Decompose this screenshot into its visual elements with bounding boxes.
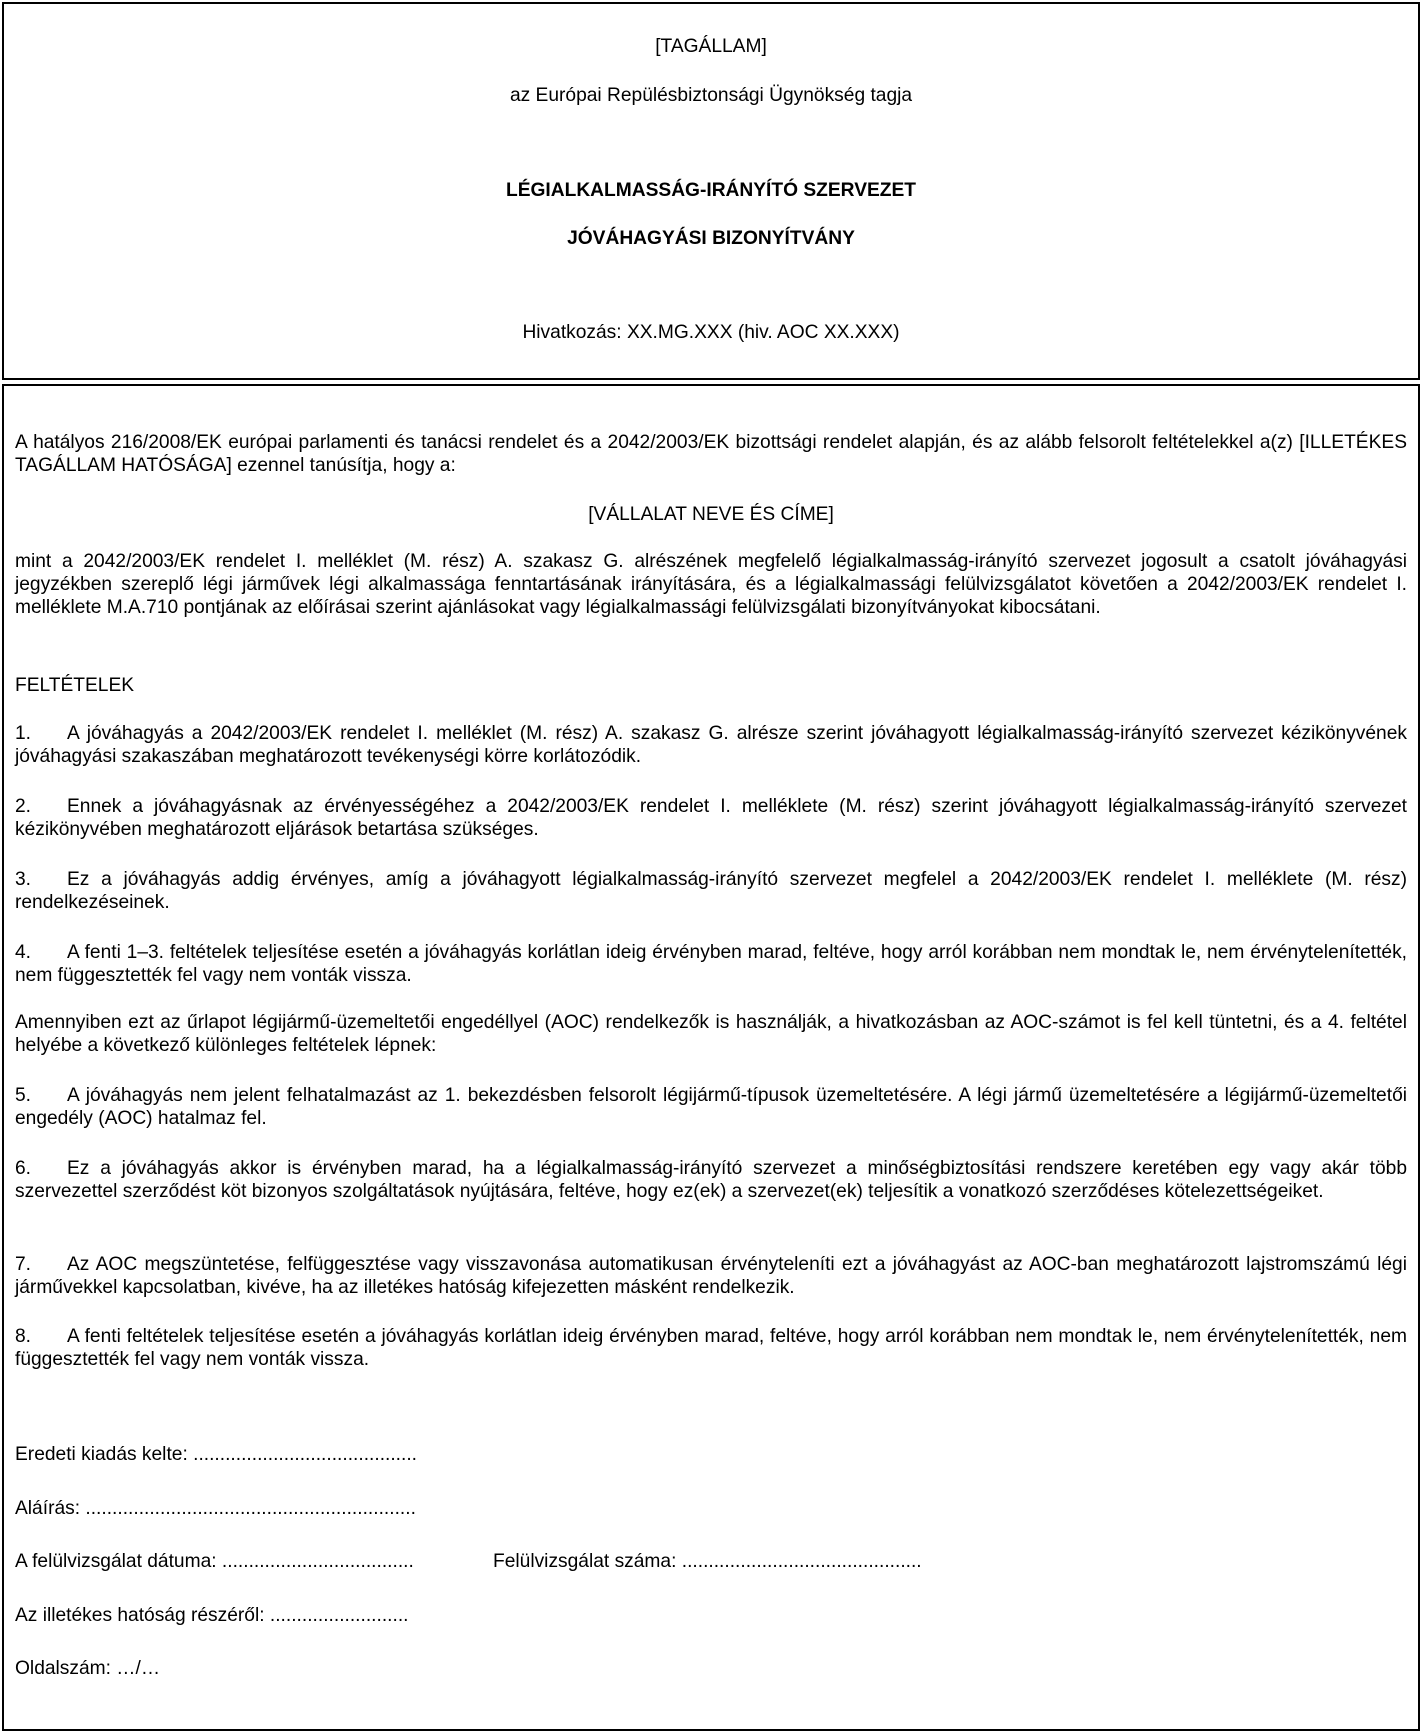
condition-text: A fenti feltételek teljesítése esetén a jóváhagyás korlátlan ideig érvényben marad, feltéve, hogy arról korábban nem mondtak le, nem érvénytelenítették, nem függesztették fel vagy nem vonták vissza. [15, 1326, 1407, 1370]
condition-number: 5. [15, 1085, 32, 1106]
condition-5 [15, 1084, 1407, 1130]
condition-7 [15, 1253, 1407, 1299]
intro-paragraph: A hatályos 216/2008/EK európai parlamenti és tanácsi rendelet és a 2042/2003/EK bizottsági rendelet alapján, és az alább felsorolt feltételekkel a(z) [ILLETÉKES TAGÁLLAM HATÓSÁGA] ezennel tanúsítja, hogy a: [15, 432, 1407, 476]
condition-text: Ez a jóváhagyás akkor is érvényben marad, ha a légialkalmasság-irányító szervezet a minőségbiztosítási rendszere keretében egy vagy akár több szervezettel szerződést köt bizonyos szolgáltatások nyújtására, feltéve, hogy ez(ek) a szervezet(ek) teljesítik a vonatkozó szerződéses kötelezettségeiket. [15, 1158, 1407, 1202]
condition-number: 2. [15, 796, 32, 817]
certificate-title-line2: JÓVÁHAGYÁSI BIZONYÍTVÁNY [567, 228, 855, 249]
company-name-address: [VÁLLALAT NEVE ÉS CÍME] [588, 504, 834, 525]
signature-field: Aláírás: .............................................................. [15, 1498, 416, 1519]
condition-text: Ez a jóváhagyás addig érvényes, amíg a jóváhagyott légialkalmasság-irányító szervezet megfelel a 2042/2003/EK rendelet I. melléklete (M. rész) rendelkezéseinek. [15, 869, 1407, 913]
condition-number: 8. [15, 1326, 32, 1347]
certificate-body-box [2, 384, 1420, 1731]
condition-text: Ennek a jóváhagyásnak az érvényességéhez a 2042/2003/EK rendelet I. melléklete (M. rész) szerint jóváhagyott légialkalmasság-irányító szervezet kézikönyvében meghatározott eljárások betartása szükséges. [15, 796, 1407, 840]
condition-6 [15, 1157, 1407, 1203]
condition-4 [15, 941, 1407, 987]
review-date-field: A felülvizsgálat dátuma: .................................... [15, 1551, 414, 1572]
member-state: [TAGÁLLAM] [655, 36, 767, 57]
condition-2 [15, 795, 1407, 841]
review-number-field: Felülvizsgálat száma: ............................................. [493, 1551, 922, 1572]
aoc-note-paragraph: Amennyiben ezt az űrlapot légijármű-üzemeltetői engedéllyel (AOC) rendelkezők is használják, a hivatkozásban az AOC-számot is fel kell tüntetni, és a 4. feltétel helyébe a következő különleges feltételek lépnek: [15, 1012, 1407, 1056]
competent-authority-field: Az illetékes hatóság részéről: .......................... [15, 1605, 409, 1626]
condition-number: 6. [15, 1158, 32, 1179]
condition-text: A jóváhagyás a 2042/2003/EK rendelet I. melléklet (M. rész) A. szakasz G. alrésze szerint jóváhagyott légialkalmasság-irányító szervezet kézikönyvének jóváhagyási szakaszában meghatározott tevékenységi körre korlátozódik. [15, 723, 1407, 767]
condition-8 [15, 1325, 1407, 1371]
condition-number: 1. [15, 723, 32, 744]
certificate-reference: Hivatkozás: XX.MG.XXX (hiv. AOC XX.XXX) [522, 322, 900, 343]
condition-3 [15, 868, 1407, 914]
condition-text: A jóváhagyás nem jelent felhatalmazást az 1. bekezdésben felsorolt légijármű-típusok üzemeltetésére. A légi jármű üzemeltetésére a légijármű-üzemeltetői engedély (AOC) hatalmaz fel. [15, 1085, 1407, 1129]
condition-1 [15, 722, 1407, 768]
original-issue-date-field: Eredeti kiadás kelte: .......................................... [15, 1444, 418, 1465]
certificate-title-line1: LÉGIALKALMASSÁG-IRÁNYÍTÓ SZERVEZET [505, 180, 917, 201]
page-number-field: Oldalszám: …/… [15, 1658, 161, 1679]
condition-number: 4. [15, 942, 32, 963]
conditions-heading: FELTÉTELEK [15, 675, 135, 696]
agency-membership: az Európai Repülésbiztonsági Ügynökség tagja [509, 85, 913, 106]
condition-text: A fenti 1–3. feltételek teljesítése esetén a jóváhagyás korlátlan ideig érvényben marad, feltéve, hogy arról korábban nem mondtak le, nem érvénytelenítették, nem függesztették fel vagy nem vonták vissza. [15, 942, 1407, 986]
condition-text: Az AOC megszüntetése, felfüggesztése vagy visszavonása automatikusan érvényteleníti ezt a jóváhagyást az AOC-ban meghatározott lajstromszámú légi járművekkel kapcsolatban, kivéve, ha az illetékes hatóság kifejezetten másként rendelkezik. [15, 1254, 1407, 1298]
statement-paragraph: mint a 2042/2003/EK rendelet I. melléklet (M. rész) A. szakasz G. alrészének megfelelő légialkalmasság-irányító szervezet jogosult a csatolt jóváhagyási jegyzékben szereplő légi járművek légi alkalmassága fenntartásának irányítására, és a légialkalmassági felülvizsgálatot követően a 2042/2003/EK rendelet I. melléklete M.A.710 pontjának az előírásai szerint ajánlásokat vagy légialkalmassági felülvizsgálati bizonyítványokat kibocsátani. [15, 551, 1407, 618]
certificate-header-box [2, 2, 1420, 380]
condition-number: 3. [15, 869, 32, 890]
condition-number: 7. [15, 1254, 32, 1275]
